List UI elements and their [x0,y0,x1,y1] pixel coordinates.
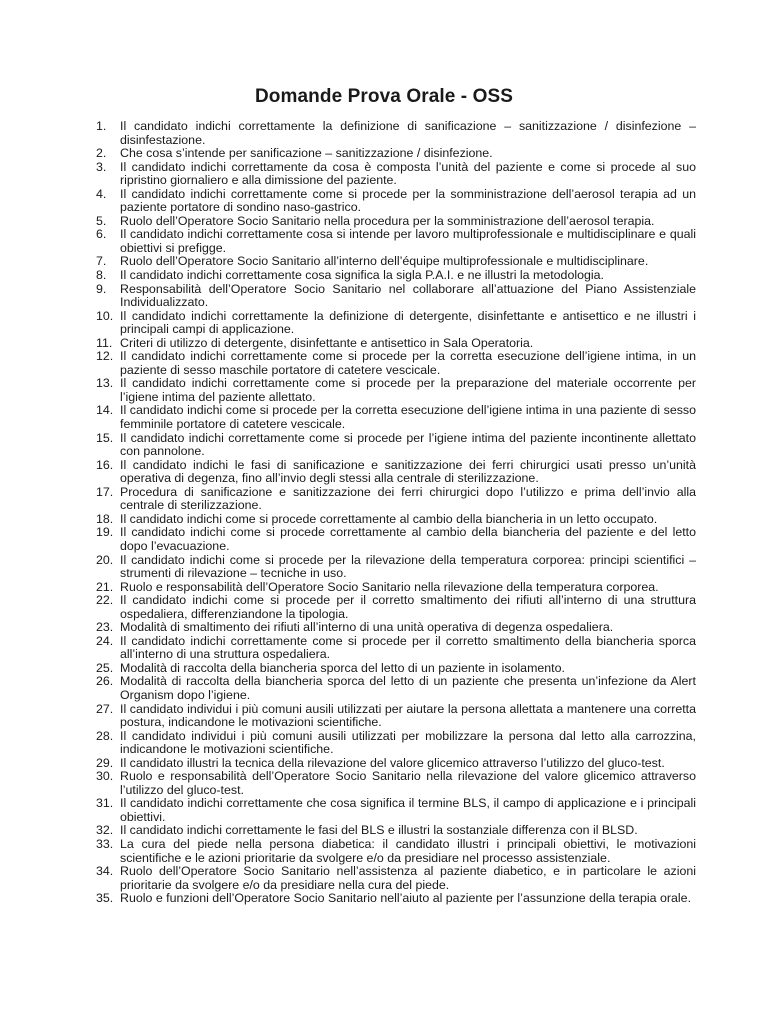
question-text: Il candidato indichi correttamente la definizione di sanificazione – sanitizzazione / disinfezione – disinfestazione. [120,119,696,147]
question-number: 12. [96,349,114,364]
question-item [96,459,696,486]
question-number: 1. [96,119,107,133]
question-text: Modalità di raccolta della biancheria sporca del letto di un paziente in isolamento. [120,660,565,675]
question-number: 18. [96,511,114,526]
question-item [96,269,696,283]
question-item [96,350,696,377]
question-text: Ruolo dell’Operatore Socio Sanitario nell’assistenza al paziente diabetico, e in particolare le azioni prioritarie da svolgere e/o da presidiare nella cura del piede. [120,864,696,892]
question-text: Responsabilità dell’Operatore Socio Sanitario nel collaborare all’attuazione del Piano Assistenziale Individualizzato. [120,281,696,310]
question-number: 7. [96,254,107,269]
question-item [96,581,696,595]
question-item [96,797,696,824]
question-number: 3. [96,159,107,174]
question-text: Il candidato indichi correttamente le fasi del BLS e illustri la sostanziale differenza con il BLSD. [120,823,638,838]
question-item [96,188,696,215]
question-text: Ruolo dell’Operatore Socio Sanitario all’interno dell’équipe multiprofessionale e multidisciplinare. [120,254,649,269]
question-item [96,310,696,337]
question-number: 16. [96,457,114,472]
question-item [96,255,696,269]
question-list [96,120,696,906]
question-text: Il candidato individui i più comuni ausili utilizzati per mobilizzare la persona dal letto alla carrozzina, indicandone le motivazioni scientifiche. [120,728,696,757]
question-item [96,770,696,797]
question-number: 30. [96,769,114,784]
question-number: 22. [96,593,114,608]
question-item [96,526,696,553]
question-item [96,635,696,662]
page-title: Domande Prova Orale - OSS [254,86,514,107]
question-number: 17. [96,484,114,499]
question-number: 11. [96,335,113,350]
question-number: 28. [96,728,114,743]
question-item [96,662,696,676]
question-item [96,554,696,581]
question-number: 27. [96,701,114,716]
question-text: Il candidato indichi come si procede per il corretto smaltimento dei rifiuti all’interno di una struttura ospedaliera, differenziandone la tipologia. [120,593,696,621]
question-number: 9. [96,281,107,296]
question-text: Il candidato indichi correttamente come si procede per la corretta esecuzione dell’igiene intima, in un paziente di sesso maschile portatore di catetere vescicale. [120,349,696,377]
question-text: Il candidato indichi correttamente la definizione di detergente, disinfettante e antisettico e ne illustri i principali campi di applicazione. [120,308,696,337]
question-text: La cura del piede nella persona diabetica: il candidato illustri i principali obiettivi, le motivazioni scientifiche e le azioni prioritarie da svolgere e/o da presidiare nel processo assistenziale. [120,836,696,865]
question-number: 25. [96,660,114,675]
question-item [96,838,696,865]
question-text: Il candidato indichi come si procede correttamente al cambio della biancheria in un letto occupato. [120,511,658,526]
question-text: Ruolo e responsabilità dell’Operatore Socio Sanitario nella rilevazione del valore glicemico attraverso l’utilizzo del gluco-test. [120,769,696,797]
question-text: Procedura di sanificazione e sanitizzazione dei ferri chirurgici dopo l’utilizzo e prima dell’invio alla centrale di sterilizzazione. [120,484,696,513]
question-item [96,757,696,771]
question-item [96,161,696,188]
question-item [96,594,696,621]
question-number: 8. [96,268,107,283]
question-text: Il candidato indichi come si procede per la corretta esecuzione dell’igiene intima in una paziente di sesso femminile portatore di catetere vescicale. [120,403,696,432]
question-text: Il candidato indichi le fasi di sanificazione e sanitizzazione dei ferri chirurgici usati presso un’unità operativa di degenza, fino all’invio degli stessi alla centrale di sterilizzazione. [120,457,696,486]
question-text: Modalità di raccolta della biancheria sporca del letto di un paziente che presenta un’infezione da Alert Organism dopo l’igiene. [120,674,696,702]
question-text: Il candidato indichi correttamente come si procede per la somministrazione dell’aerosol terapia ad un paziente portatore di sondino naso-gastrico. [120,186,696,215]
question-text: Che cosa s’intende per sanificazione – sanitizzazione / disinfezione. [120,146,493,161]
question-text: Criteri di utilizzo di detergente, disinfettante e antisettico in Sala Operatoria. [120,335,534,350]
question-item [96,404,696,431]
question-number: 5. [96,213,107,228]
question-item [96,337,696,351]
question-text: Ruolo e responsabilità dell’Operatore Socio Sanitario nella rilevazione della temperatura corporea. [120,579,659,594]
question-item [96,621,696,635]
question-text: Il candidato indichi correttamente come si procede per il corretto smaltimento della biancheria sporca all’interno di una struttura ospedaliera. [120,633,696,662]
question-text: Il candidato indichi correttamente cosa si intende per lavoro multiprofessionale e multidisciplinare e quali obiettivi si prefigge. [120,227,696,255]
question-item [96,215,696,229]
question-number: 20. [96,552,114,567]
question-item [96,892,696,906]
question-number: 2. [96,146,107,161]
question-item [96,486,696,513]
question-number: 15. [96,430,114,445]
question-number: 4. [96,186,107,201]
question-item [96,228,696,255]
question-text: Il candidato indichi correttamente come si procede per l’igiene intima del paziente incontinente allettato con pannolone. [120,430,696,459]
question-text: Il candidato individui i più comuni ausili utilizzati per aiutare la persona allettata a mantenere una corretta postura, indicandone le motivazioni scientifiche. [120,701,696,730]
question-number: 29. [96,755,114,770]
question-number: 31. [96,796,114,811]
question-text: Il candidato indichi come si procede correttamente al cambio della biancheria del paziente e del letto dopo l’evacuazione. [120,525,696,553]
question-text: Il candidato indichi come si procede per la rilevazione della temperatura corporea: principi scientifici – strumenti di rilevazione – tecniche in uso. [120,552,696,581]
question-text: Il candidato indichi correttamente cosa significa la sigla P.A.I. e ne illustri la metodologia. [120,268,604,283]
question-text: Il candidato indichi correttamente come si procede per la preparazione del materiale occorrente per l’igiene intima del paziente allettato. [120,376,696,404]
question-number: 21. [96,579,114,594]
question-number: 10. [96,308,114,323]
question-number: 23. [96,620,114,635]
question-number: 6. [96,227,107,242]
question-item [96,675,696,702]
question-number: 26. [96,674,114,689]
question-text: Il candidato illustri la tecnica della rilevazione del valore glicemico attraverso l’utilizzo del gluco-test. [120,755,665,770]
question-item [96,147,696,161]
question-number: 14. [96,403,114,418]
question-item [96,824,696,838]
question-item [96,730,696,757]
question-item [96,120,696,147]
question-text: Modalità di smaltimento dei rifiuti all’interno di una unità operativa di degenza ospedaliera. [120,620,614,635]
question-item [96,283,696,310]
question-number: 24. [96,633,114,648]
question-number: 19. [96,525,114,540]
question-number: 35. [96,891,114,906]
question-item [96,513,696,527]
question-number: 34. [96,864,114,879]
question-number: 33. [96,836,114,851]
question-item [96,865,696,892]
question-text: Il candidato indichi correttamente che cosa significa il termine BLS, il campo di applicazione e i principali obiettivi. [120,796,696,824]
question-item [96,703,696,730]
question-number: 32. [96,823,114,838]
question-item [96,377,696,404]
question-item [96,432,696,459]
question-number: 13. [96,376,114,391]
question-text: Il candidato indichi correttamente da cosa è composta l’unità del paziente e come si procede al suo ripristino giornaliero e alla dimissione del paziente. [120,159,696,188]
question-text: Ruolo e funzioni dell’Operatore Socio Sanitario nell’aiuto al paziente per l’assunzione della terapia orale. [120,891,692,906]
question-text: Ruolo dell’Operatore Socio Sanitario nella procedura per la somministrazione dell’aerosol terapia. [120,213,655,228]
